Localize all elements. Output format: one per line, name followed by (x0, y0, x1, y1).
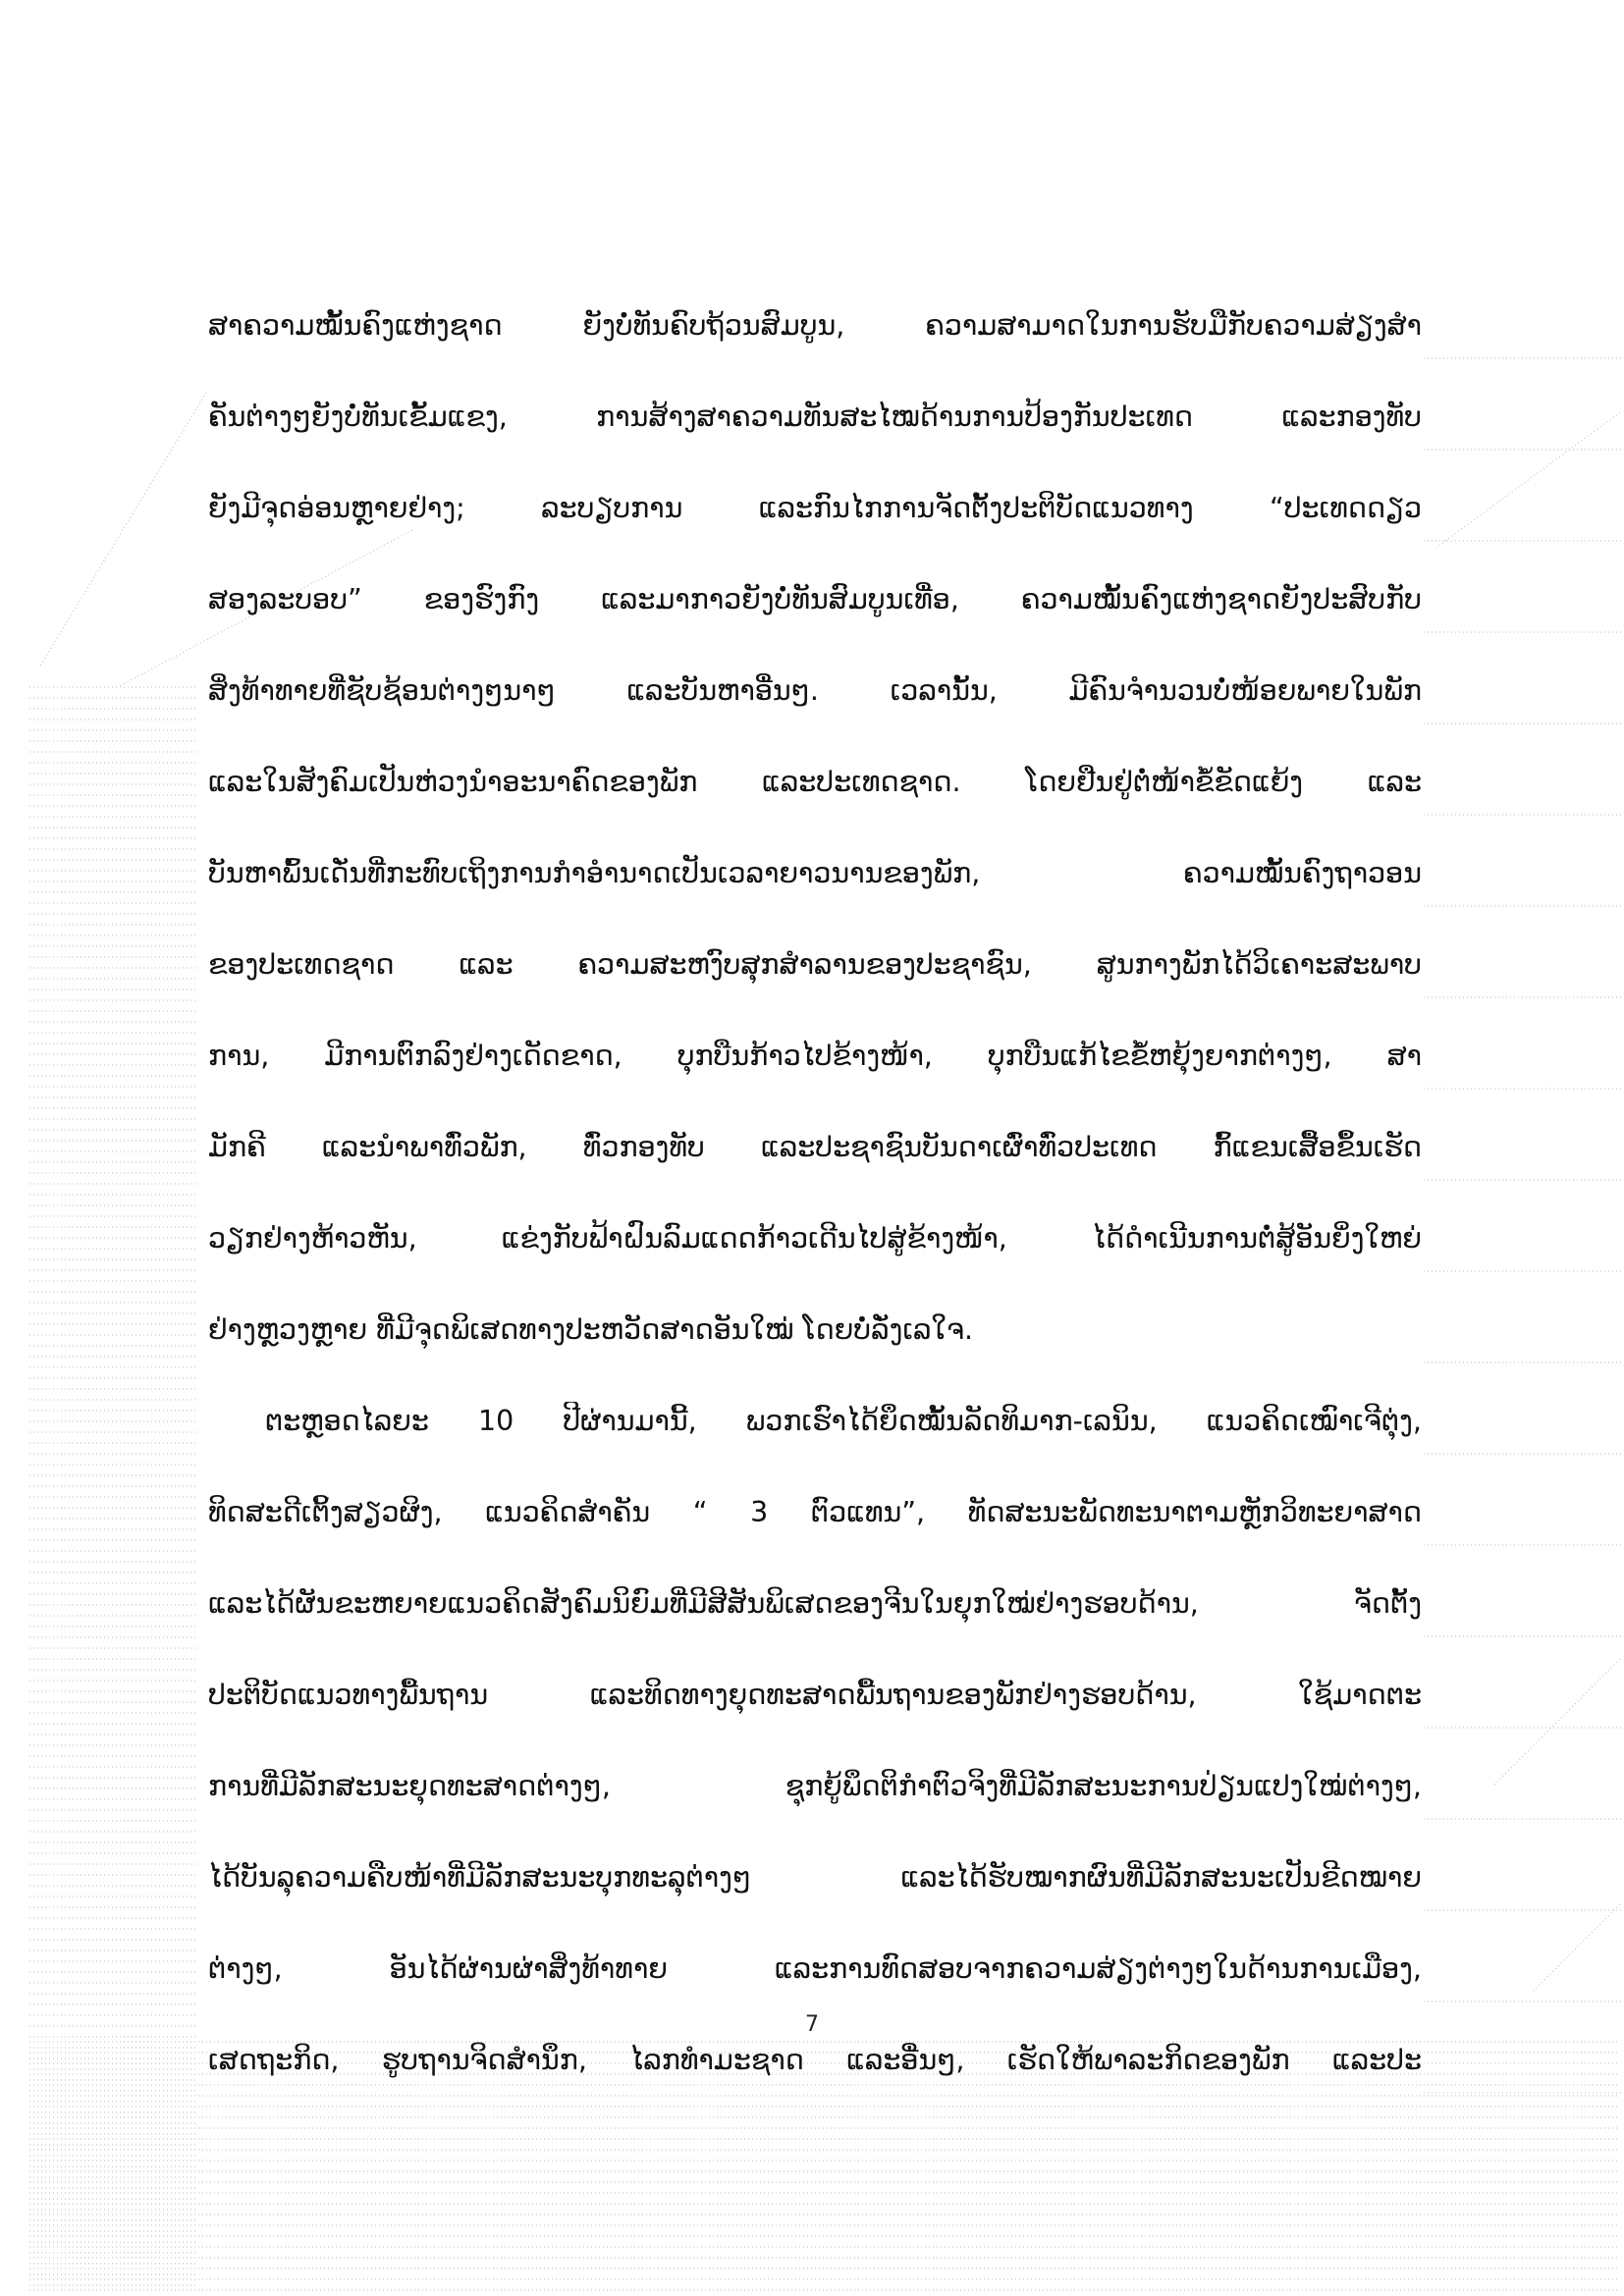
text-line: ໄດ້ບັນລຸຄວາມຄືບໜ້າທີ່ມີລັກສະນະບຸກທະລຸຕ່າງໆ ແລະໄດ້ຮັບໝາກຜົນທີ່ມີລັກສະນະເປັນຂີດໝາຍ (208, 1861, 1422, 1894)
text-line: ຍັງມີຈຸດອ່ອນຫຼາຍຢ່າງ; ລະບຽບການ ແລະກົນໄກການຈັດຕັ້ງປະຕິບັດແນວທາງ “ປະເທດດຽວ (208, 492, 1422, 524)
text-line: ສອງລະບອບ” ຂອງຮົງກົງ ແລະມາກາວຍັງບໍ່ທັນສົມບູນເທື່ອ, ຄວາມໝັ້ນຄົງແຫ່ງຊາດຍັງປະສົບກັບ (208, 583, 1422, 615)
text-line: ວຽກຢ່າງຫ້າວຫັນ, ແຂ່ງກັບຟ້າຝົນລົມແດດກ້າວເດີນໄປສູ່ຂ້າງໜ້າ, ໄດ້ດຳເນີນການຕໍ່ສູ້ອັນຍິ່ງໃຫຍ່ (208, 1222, 1422, 1255)
page-number: 7 (805, 2012, 819, 2037)
text-line: ຂອງປະເທດຊາດ ແລະ ຄວາມສະຫງົບສຸກສຳລານຂອງປະຊາຊົນ, ສູນກາງພັກໄດ້ວິເຄາະສະພາບ (208, 948, 1422, 981)
text-line: ຢ່າງຫຼວງຫຼາຍ ທີ່ມີຈຸດພິເສດທາງປະຫວັດສາດອັນໃໝ່ ໂດຍບໍ່ລັ່ງເລໃຈ. (208, 1313, 974, 1346)
text-line: ແລະໃນສັງຄົມເປັນຫ່ວງນຳອະນາຄົດຂອງພັກ ແລະປະເທດຊາດ. ໂດຍຢືນຢູ່ຕໍ່ໜ້າຂໍ້ຂັດແຍ້ງ ແລະ (208, 766, 1422, 798)
text-line: ທິດສະດີເຕິ້ງສຽວຜິງ, ແນວຄິດສຳຄັນ “ 3 ຕົວແທນ”, ທັດສະນະພັດທະນາຕາມຫຼັກວິທະຍາສາດ (208, 1496, 1422, 1528)
text-line: ຄັນຕ່າງໆຍັງບໍ່ທັນເຂັ້ມແຂງ, ການສ້າງສາຄວາມທັນສະໄໝດ້ານການປ້ອງກັນປະເທດ ແລະກອງທັບ (208, 400, 1422, 433)
text-line: ການ, ມີການຕົກລົງຢ່າງເດັດຂາດ, ບຸກບືນກ້າວໄປຂ້າງໜ້າ, ບຸກບືນແກ້ໄຂຂໍ້ຫຍຸ້ງຍາກຕ່າງໆ, ສາ (208, 1040, 1422, 1072)
paragraph-first-line: ຕະຫຼອດໄລຍະ 10 ປີຜ່ານມານີ້, ພວກເຮົາໄດ້ຍຶດໝັ້ນລັດທິມາກ-ເລນິນ, ແນວຄິດເໝົາເຈີຕຸ່ງ, (265, 1405, 1422, 1437)
text-line: ປະຕິບັດແນວທາງພື້ນຖານ ແລະທິດທາງຍຸດທະສາດພື້ນຖານຂອງພັກຢ່າງຮອບດ້ານ, ໃຊ້ມາດຕະ (208, 1679, 1422, 1711)
text-line: ຕ່າງໆ, ອັນໄດ້ຜ່ານຜ່າສິ່ງທ້າທາຍ ແລະການທົດສອບຈາກຄວາມສ່ຽງຕ່າງໆໃນດ້ານການເມືອງ, (208, 1952, 1422, 1985)
text-line: ມັກຄີ ແລະນຳພາທົ່ວພັກ, ທົ່ວກອງທັບ ແລະປະຊາຊົນບັນດາເຜົ່າທົ່ວປະເທດ ກົ້ແຂນເສື້ອຂຶ້ນເຮັດ (208, 1131, 1422, 1163)
text-line: ເສດຖະກິດ, ຮູບຖານຈິດສຳນຶກ, ໄລກທຳມະຊາດ ແລະອື່ນໆ, ເຮັດໃຫ້ພາລະກິດຂອງພັກ ແລະປະ (208, 2044, 1422, 2076)
text-line: ບັນຫາພົ້ນເດັ່ນທີ່ກະທົບເຖິງການກຳອຳນາດເປັນເວລາຍາວນານຂອງພັກ, ຄວາມໝັ້ນຄົງຖາວອນ (208, 857, 1422, 889)
text-line: ສິ່ງທ້າທາຍທີ່ຊັບຊ້ອນຕ່າງໆນາໆ ແລະບັນຫາອື່ນໆ. ເວລານັ້ນ, ມີຄົນຈຳນວນບໍ່ໜ້ອຍພາຍໃນພັກ (208, 674, 1422, 707)
text-line: ແລະໄດ້ຜັນຂະຫຍາຍແນວຄິດສັງຄົມນິຍົມທີ່ມີສີສັນພິເສດຂອງຈີນໃນຍຸກໃໝ່ຢ່າງຮອບດ້ານ, ຈັດຕັ້ງ (208, 1587, 1422, 1620)
text-line: ການທີ່ມີລັກສະນະຍຸດທະສາດຕ່າງໆ, ຊຸກຍູ້ພຶດຕິກຳຕົວຈິງທີ່ມີລັກສະນະການປ່ຽນແປງໃໝ່ຕ່າງໆ, (208, 1770, 1422, 1802)
text-line: ສາຄວາມໝັ້ນຄົງແຫ່ງຊາດ ຍັງບໍ່ທັນຄົບຖ້ວນສົມບູນ, ຄວາມສາມາດໃນການຮັບມືກັບຄວາມສ່ຽງສຳ (208, 309, 1422, 342)
